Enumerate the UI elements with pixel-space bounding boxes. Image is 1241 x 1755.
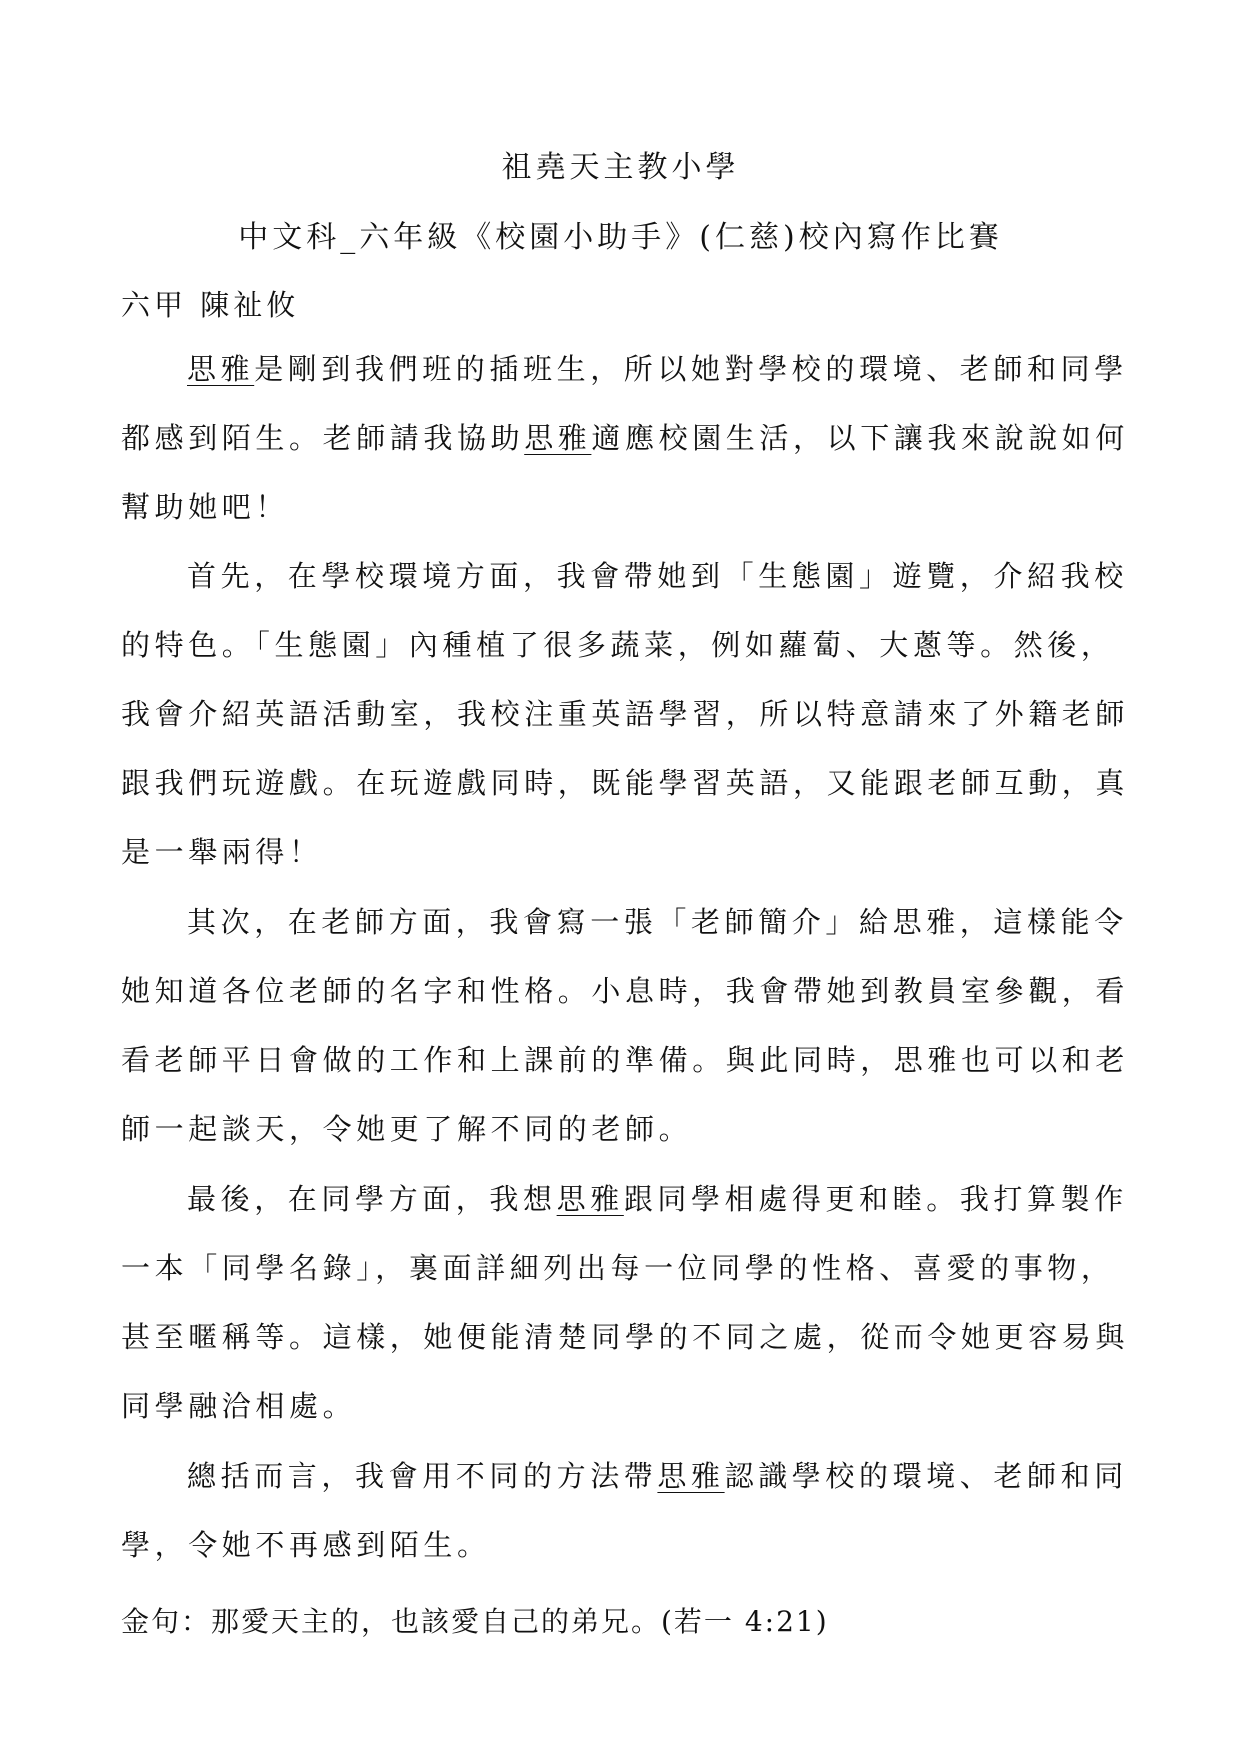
underlined-name: 思雅 <box>556 1182 624 1216</box>
bible-verse: 金句：那愛天主的，也該愛自己的弟兄。(若一 4:21) <box>121 1605 829 1638</box>
paragraph-line: 甚至暱稱等。這樣，她便能清楚同學的不同之處，從而令她更容易與 <box>121 1320 1130 1354</box>
paragraph-line: 師一起談天，令她更了解不同的老師。 <box>121 1112 693 1146</box>
line-text: 總括而言，我會用不同的方法帶 <box>187 1459 658 1493</box>
underlined-name: 思雅 <box>524 421 592 455</box>
line-text: 都感到陌生。老師請我協助 <box>121 421 525 455</box>
paragraph-line: 首先，在學校環境方面，我會帶她到「生態園」遊覽，介紹我校 <box>187 559 1128 593</box>
paragraph-line: 是一舉兩得！ <box>121 835 323 869</box>
paragraph-line <box>121 335 1128 404</box>
paragraph-line: 跟我們玩遊戲。在玩遊戲同時，既能學習英語，又能跟老師互動，真 <box>121 766 1130 800</box>
essay-paragraph-1 <box>121 335 1130 542</box>
paragraph-line: 看老師平日會做的工作和上課前的準備。與此同時，思雅也可以和老 <box>121 1043 1130 1077</box>
essay-paragraph-4 <box>121 1165 1130 1441</box>
paragraph-line <box>121 1165 1128 1234</box>
school-name: 祖堯天主教小學 <box>501 150 740 185</box>
underlined-name: 思雅 <box>657 1459 725 1493</box>
paragraph-line: 的特色。「生態園」內種植了很多蔬菜，例如蘿蔔、大蔥等。然後， <box>121 628 1115 662</box>
line-text: 適應校園生活，以下讓我來說說如何 <box>591 421 1130 455</box>
essay-paragraph-5 <box>121 1442 1128 1580</box>
paragraph-line: 同學融洽相處。 <box>121 1389 357 1423</box>
competition-title: 中文科_六年級《校園小助手》(仁慈)校內寫作比賽 <box>238 220 1003 255</box>
paragraph-line: 我會介紹英語活動室，我校注重英語學習，所以特意請來了外籍老師 <box>121 697 1130 731</box>
underlined-name: 思雅 <box>187 352 255 386</box>
paragraph-line: 她知道各位老師的名字和性格。小息時，我會帶她到教員室參觀，看 <box>121 974 1130 1008</box>
paragraph-line: 一本「同學名錄」，裏面詳細列出每一位同學的性格、喜愛的事物， <box>121 1251 1115 1285</box>
paragraph-line <box>121 1442 1128 1511</box>
paragraph-line: 幫助她吧！ <box>121 490 290 524</box>
line-text: 跟同學相處得更和睦。我打算製作 <box>623 1182 1128 1216</box>
essay-paragraph-2 <box>121 542 1130 887</box>
line-text: 最後，在同學方面，我想 <box>187 1182 557 1216</box>
paragraph-line: 學，令她不再感到陌生。 <box>121 1528 491 1562</box>
essay-paragraph-3 <box>121 888 1130 1164</box>
line-text: 是剛到我們班的插班生，所以她對學校的環境、老師和同學 <box>254 352 1128 386</box>
paragraph-line: 其次，在老師方面，我會寫一張「老師簡介」給思雅，這樣能令 <box>187 905 1128 939</box>
author-line: 六甲 陳祉攸 <box>121 288 300 322</box>
paragraph-line <box>121 404 1130 473</box>
line-text: 認識學校的環境、老師和同 <box>724 1459 1128 1493</box>
